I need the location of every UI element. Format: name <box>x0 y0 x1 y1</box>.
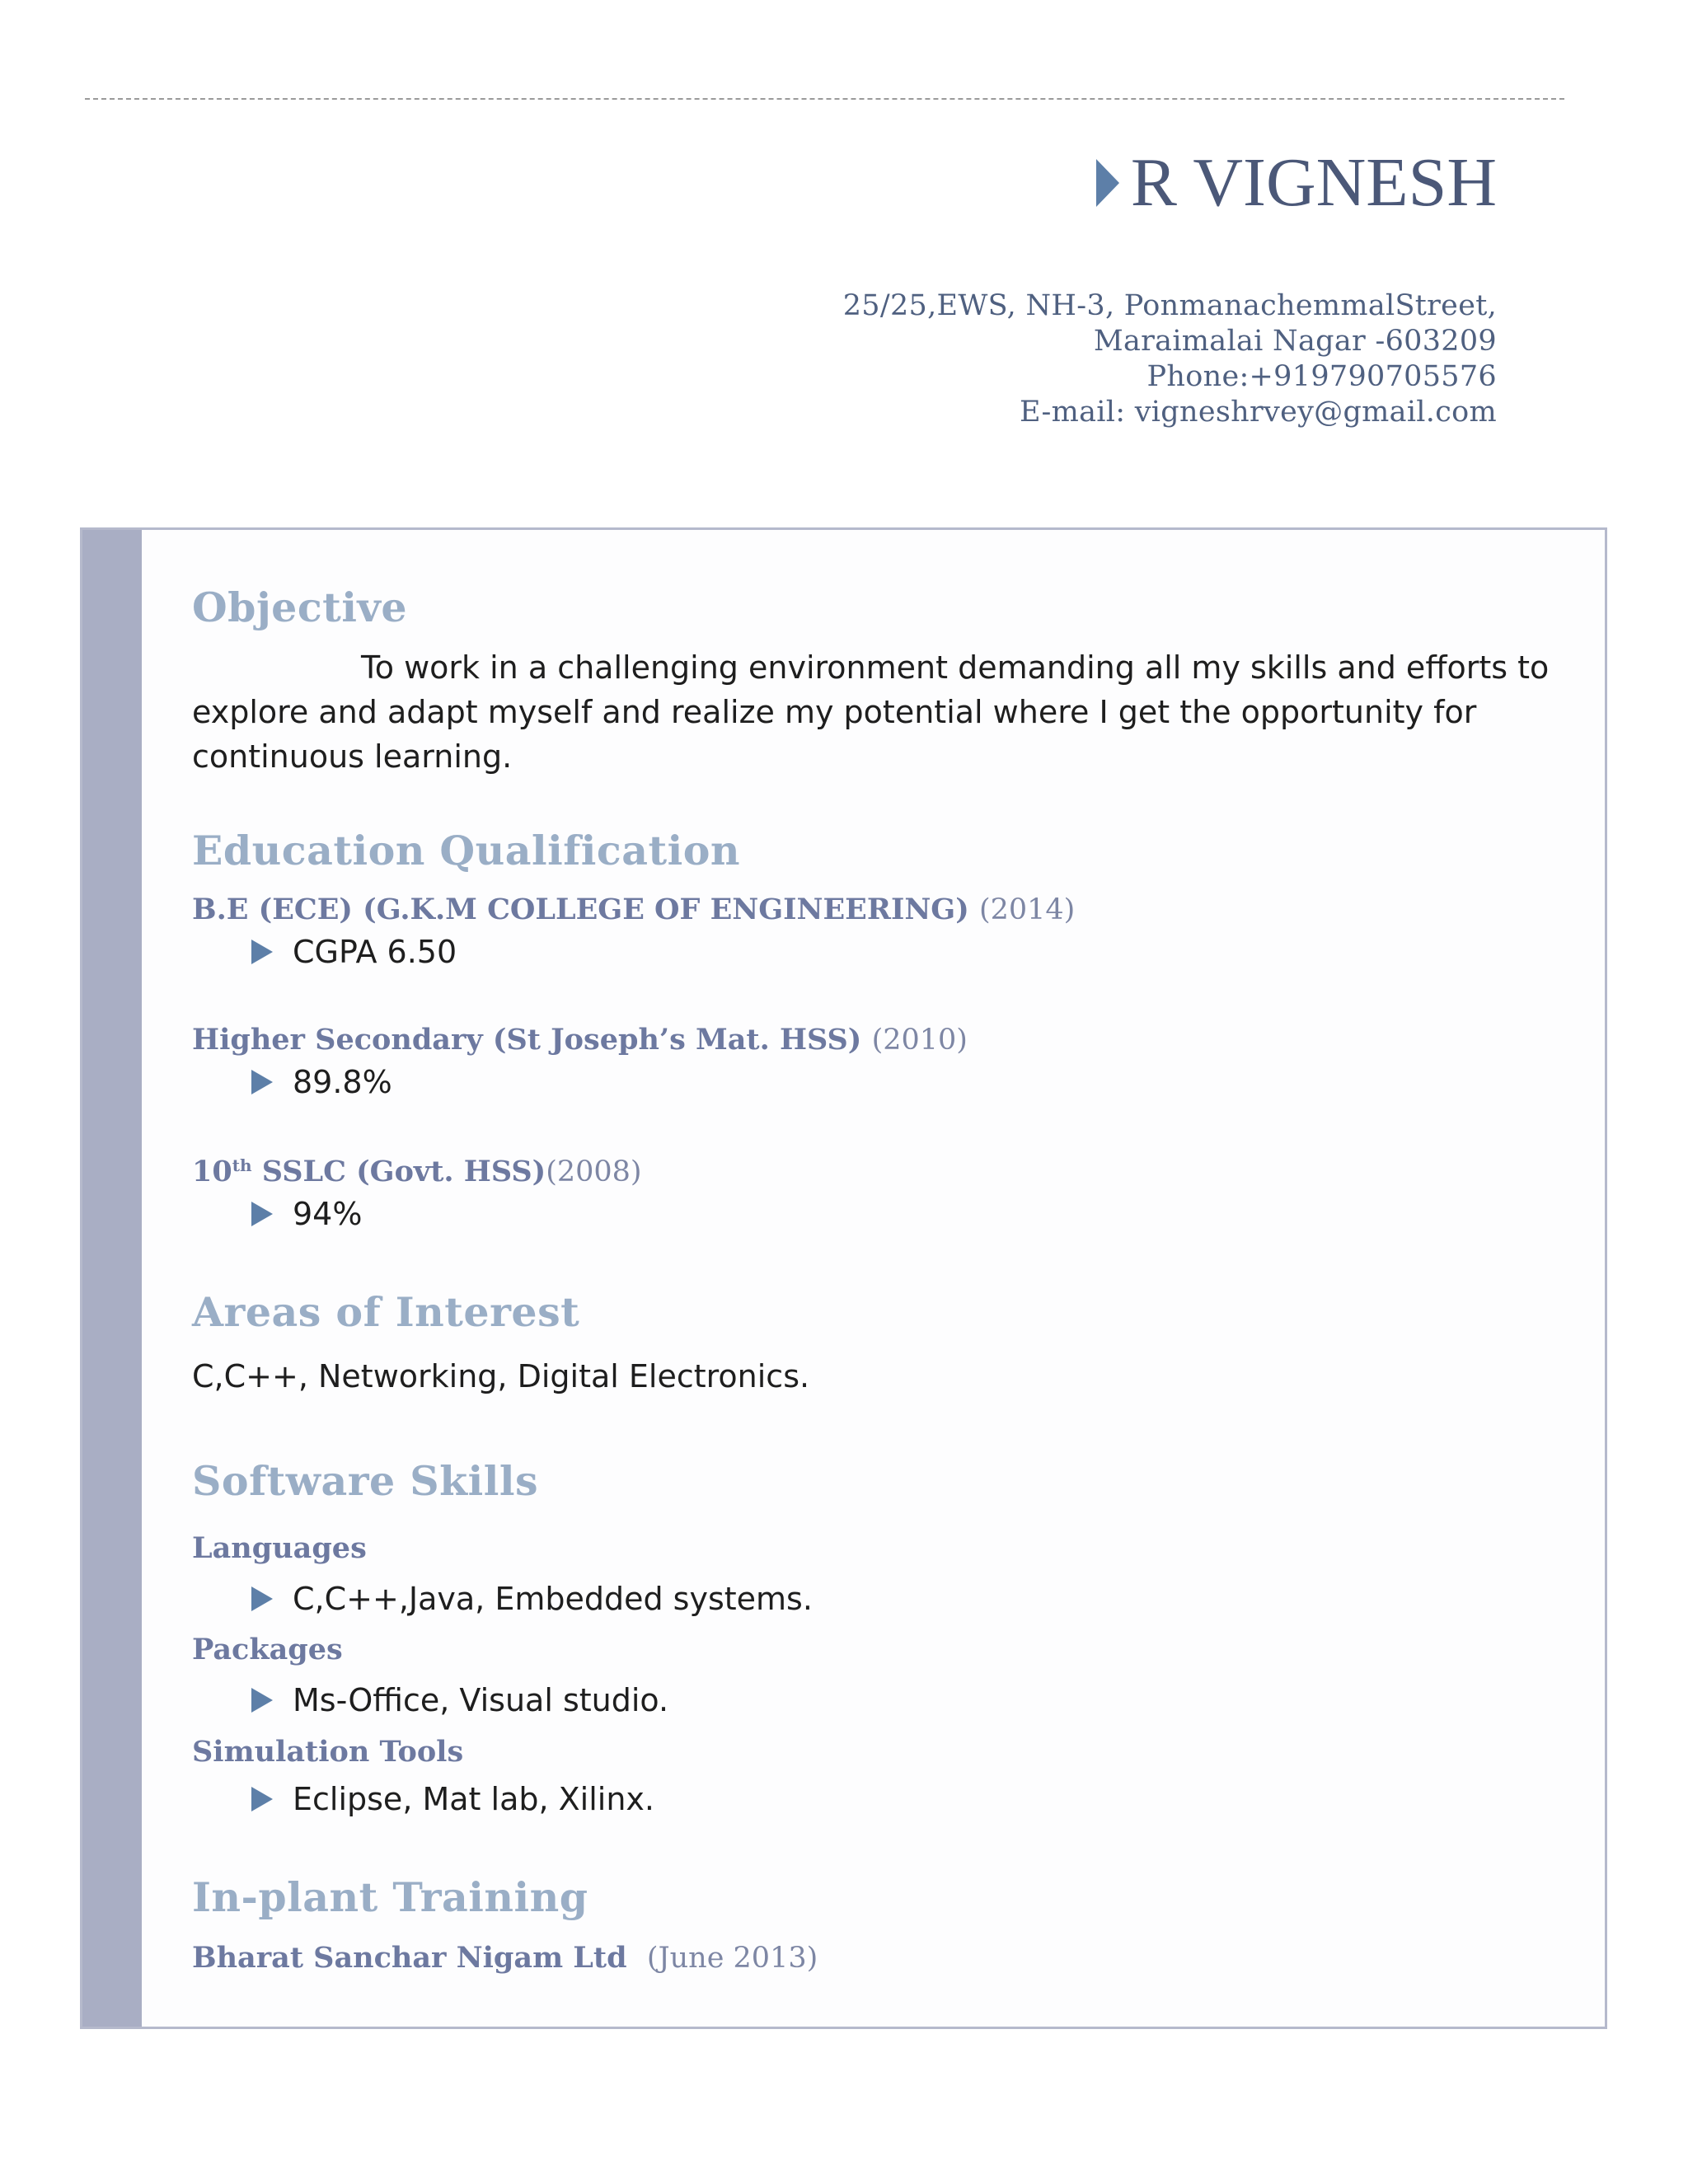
candidate-name <box>1096 144 1497 221</box>
triangle-bullet-icon <box>251 1070 273 1094</box>
skill-group-label: Simulation Tools <box>192 1735 464 1769</box>
training-date: (June 2013) <box>646 1942 818 1975</box>
skill-text: C,C++,Java, Embedded systems. <box>293 1581 813 1617</box>
section-heading-interests: Areas of Interest <box>192 1288 580 1336</box>
top-dashed-divider <box>85 98 1564 100</box>
degree-year: (2014) <box>978 893 1076 926</box>
result-text: CGPA 6.50 <box>293 934 457 970</box>
objective-paragraph: To work in a challenging environment demanding all my skills and efforts to explore and adapt myself and realize my potential where I get the opportunity for continuous learning. <box>192 649 1550 775</box>
education-item-title <box>192 893 1075 926</box>
section-heading-training: In-plant Training <box>192 1873 588 1921</box>
resume-body-panel <box>80 527 1607 2029</box>
objective-text <box>192 645 1552 779</box>
training-entry <box>192 1941 818 1975</box>
contact-block <box>843 288 1497 430</box>
training-org: Bharat Sanchar Nigam Ltd <box>192 1941 627 1975</box>
degree-year: (2008) <box>546 1155 642 1188</box>
result-text: 89.8% <box>293 1064 392 1100</box>
education-item-result <box>251 1064 392 1100</box>
triangle-bullet-icon <box>251 940 273 964</box>
phone: Phone:+919790705576 <box>1146 360 1497 393</box>
education-item-result <box>251 1196 362 1232</box>
address-line-1: 25/25,EWS, NH-3, PonmanachemmalStreet, <box>842 289 1497 322</box>
degree-title: B.E (ECE) (G.K.M COLLEGE OF ENGINEERING) <box>192 893 969 926</box>
education-item-title <box>192 1023 968 1057</box>
sidebar-accent-bar <box>82 530 142 2027</box>
triangle-bullet-icon <box>251 1202 273 1226</box>
triangle-bullet-icon <box>251 1688 273 1713</box>
address-line-2: Maraimalai Nagar -603209 <box>1093 325 1497 358</box>
interests-text: C,C++, Networking, Digital Electronics. <box>192 1358 810 1394</box>
skill-group-value <box>251 1781 654 1817</box>
skill-group-label: Languages <box>192 1531 367 1565</box>
degree-ordinal: th <box>232 1155 252 1175</box>
degree-title: Higher Secondary (St Joseph’s Mat. HSS) <box>192 1023 862 1057</box>
skill-group-value <box>251 1682 668 1718</box>
education-item-title <box>192 1155 642 1188</box>
section-heading-objective: Objective <box>192 583 408 631</box>
name-text: R VIGNESH <box>1130 144 1497 221</box>
section-heading-skills: Software Skills <box>192 1457 539 1505</box>
section-heading-education: Education Qualification <box>192 827 741 874</box>
triangle-bullet-icon <box>251 1787 273 1811</box>
degree-year: (2010) <box>871 1024 968 1057</box>
result-text: 94% <box>293 1196 363 1232</box>
email: E-mail: vigneshrvey@gmail.com <box>1019 396 1497 429</box>
education-item-result <box>251 934 457 970</box>
skill-text: Ms-Office, Visual studio. <box>293 1682 669 1718</box>
triangle-bullet-icon <box>1096 159 1119 207</box>
skill-group-label: Packages <box>192 1633 343 1666</box>
skill-text: Eclipse, Mat lab, Xilinx. <box>293 1781 655 1817</box>
triangle-bullet-icon <box>251 1586 273 1611</box>
skill-group-value <box>251 1581 813 1617</box>
degree-number: 10 <box>192 1155 232 1188</box>
degree-title: SSLC (Govt. HSS) <box>261 1155 546 1188</box>
